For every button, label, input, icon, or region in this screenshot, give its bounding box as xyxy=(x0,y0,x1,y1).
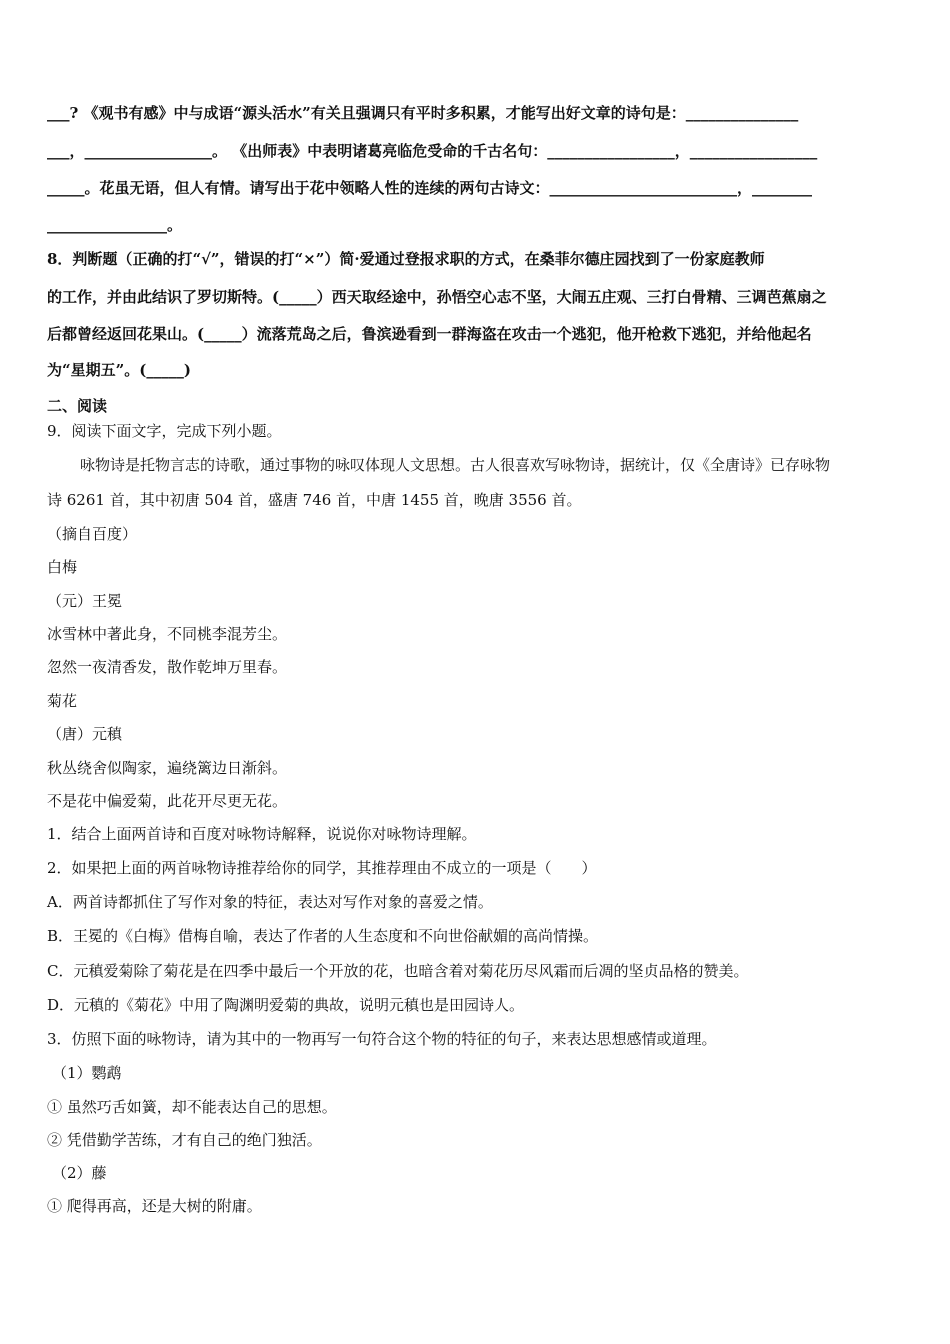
poem-1-line-2: 忽然一夜清香发，散作乾坤万里春。 xyxy=(47,658,288,676)
fill-in-line-1: ___? 《观书有感》中与成语“源头活水”有关且强调只有平时多积累，才能写出好文章的诗句是：_______________ xyxy=(47,104,799,122)
question-8-line-1: 8．判断题（正确的打“√”，错误的打“×”）简·爱通过登报求职的方式，在桑菲尔德庄园找到了一份家庭教师 xyxy=(47,250,765,268)
question-9-prompt: 9．阅读下面文字，完成下列小题。 xyxy=(47,422,282,440)
source-note: （摘自百度） xyxy=(47,525,138,543)
sub-question-1: 1．结合上面两首诗和百度对咏物诗解释，说说你对咏物诗理解。 xyxy=(47,825,477,843)
poem-1-title: 白梅 xyxy=(47,558,78,576)
question-8-line-3: 后都曾经返回花果山。(_____）流落荒岛之后，鲁滨逊看到一群海盗在攻击一个逃犯，他开枪救下逃犯，并给他起名 xyxy=(47,325,812,343)
option-d: D．元稹的《菊花》中用了陶渊明爱菊的典故，说明元稹也是田园诗人。 xyxy=(47,996,525,1014)
poem-1-author: （元）王冕 xyxy=(47,592,123,610)
poem-2-author: （唐）元稹 xyxy=(47,725,123,743)
example-1-line-b: ② 凭借勤学苦练，才有自己的绝门独活。 xyxy=(47,1131,322,1149)
question-8-line-2: 的工作，并由此结识了罗切斯特。(_____）西天取经途中，孙悟空心志不坚，大闹五庄观、三打白骨精、三调芭蕉扇之 xyxy=(47,288,827,306)
poem-2-line-2: 不是花中偏爱菊，此花开尽更无花。 xyxy=(47,792,288,810)
sub-question-2: 2．如果把上面的两首咏物诗推荐给你的同学，其推荐理由不成立的一项是（ ） xyxy=(47,859,597,877)
example-1-line-a: ① 虽然巧舌如簧，却不能表达自己的思想。 xyxy=(47,1098,337,1116)
option-c: C．元稹爱菊除了菊花是在四季中最后一个开放的花，也暗含着对菊花历尽风霜而后凋的坚贞品格的赞美。 xyxy=(47,962,749,980)
poem-1-line-1: 冰雪林中著此身，不同桃李混芳尘。 xyxy=(47,625,288,643)
intro-line-2: 诗 6261 首，其中初唐 504 首，盛唐 746 首，中唐 1455 首，晚唐 3556 首。 xyxy=(47,491,582,509)
intro-line-1: 咏物诗是托物言志的诗歌，通过事物的咏叹体现人文思想。古人很喜欢写咏物诗，据统计，仅《全唐诗》已存咏物 xyxy=(80,456,831,474)
option-b: B．王冕的《白梅》借梅自喻，表达了作者的人生态度和不向世俗献媚的高尚情操。 xyxy=(47,927,599,945)
example-1-title: （1）鹦鹉 xyxy=(52,1064,122,1082)
example-2-title: （2）藤 xyxy=(52,1164,107,1182)
fill-in-line-2: ___，_________________。 《出师表》中表明诸葛亮临危受命的千古名句：_________________，_________________ xyxy=(47,142,818,160)
section-heading: 二、阅读 xyxy=(47,397,108,415)
option-a: A．两首诗都抓住了写作对象的特征，表达对写作对象的喜爱之情。 xyxy=(47,893,493,911)
fill-in-line-4: ________________。 xyxy=(47,216,183,234)
example-2-line-a: ① 爬得再高，还是大树的附庸。 xyxy=(47,1197,262,1215)
fill-in-line-3: _____。花虽无语，但人有情。请写出于花中领略人性的连续的两句古诗文：_________________________，________ xyxy=(47,179,813,197)
question-8-line-4: 为“星期五”。(_____) xyxy=(47,361,191,379)
sub-question-3: 3．仿照下面的咏物诗，请为其中的一物再写一句符合这个物的特征的句子，来表达思想感情或道理。 xyxy=(47,1030,717,1048)
poem-2-title: 菊花 xyxy=(47,692,78,710)
poem-2-line-1: 秋丛绕舍似陶家，遍绕篱边日渐斜。 xyxy=(47,759,288,777)
